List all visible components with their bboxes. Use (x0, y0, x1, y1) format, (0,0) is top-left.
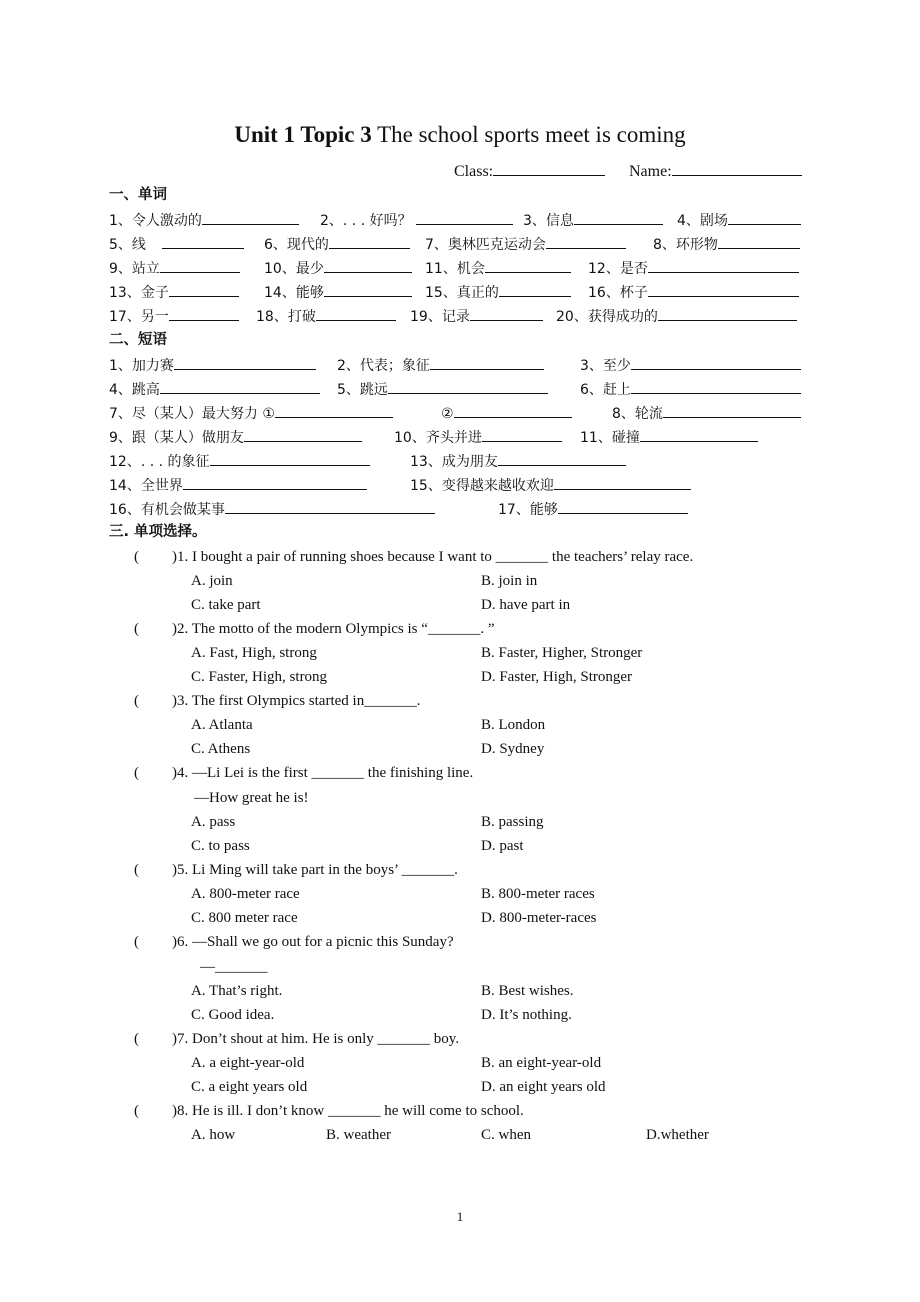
answer-blank[interactable] (648, 258, 799, 273)
word-item (425, 234, 626, 254)
word-item (588, 282, 799, 302)
question-stem: )4. —Li Lei is the first _______ the finishing line. (172, 765, 474, 781)
option-a[interactable]: A. a eight-year-old (191, 1055, 305, 1071)
word-label: 6、现代的 (264, 237, 329, 253)
option-b[interactable]: B. 800-meter races (481, 886, 595, 902)
answer-blank[interactable] (554, 475, 691, 490)
answer-blank[interactable] (244, 427, 362, 442)
answer-blank[interactable] (631, 379, 801, 394)
question-reply: —_______ (200, 959, 268, 975)
answer-blank[interactable] (416, 210, 513, 225)
word-label: 9、站立 (109, 261, 160, 277)
phrase-label: 9、跟（某人）做朋友 (109, 430, 244, 446)
option-b[interactable]: B. Best wishes. (481, 983, 574, 999)
word-label: 14、能够 (264, 285, 324, 301)
option-d[interactable]: D. Faster, High, Stronger (481, 669, 633, 685)
answer-blank[interactable] (162, 234, 244, 249)
word-item (653, 234, 800, 254)
answer-bracket[interactable]: ( (134, 765, 139, 781)
phrase-item (109, 379, 320, 399)
phrase-label: 8、轮流 (612, 406, 663, 422)
option-a[interactable]: A. how (191, 1127, 236, 1143)
answer-blank[interactable] (718, 234, 800, 249)
phrase-label: 3、至少 (580, 358, 631, 374)
question-stem: )3. The first Olympics started in_______. (172, 693, 421, 709)
answer-blank[interactable] (160, 379, 320, 394)
phrase-label: 14、全世界 (109, 478, 183, 494)
phrase-item (580, 379, 801, 399)
word-item (410, 306, 543, 326)
answer-bracket[interactable]: ( (134, 862, 139, 878)
name-label: Name: (629, 163, 672, 180)
phrase-label: 15、变得越来越收欢迎 (410, 478, 554, 494)
answer-blank[interactable] (430, 355, 544, 370)
class-label: Class: (454, 163, 494, 180)
word-label: 20、获得成功的 (556, 309, 658, 325)
section-phrases-heading: 二、短语 (109, 332, 167, 348)
word-item (523, 210, 663, 230)
phrase-label: 4、跳高 (109, 382, 160, 398)
word-item (109, 210, 299, 230)
answer-blank[interactable] (663, 403, 801, 418)
option-c[interactable]: C. Athens (191, 741, 251, 757)
word-item (556, 306, 797, 326)
word-item (264, 258, 412, 278)
option-c[interactable]: C. 800 meter race (191, 910, 298, 926)
answer-blank[interactable] (499, 282, 571, 297)
phrase-item (109, 427, 362, 447)
option-c[interactable]: C. to pass (191, 838, 250, 854)
answer-bracket[interactable]: ( (134, 1031, 139, 1047)
option-b[interactable]: B. join in (481, 573, 538, 589)
phrase-label: 10、齐头并进 (394, 430, 482, 446)
phrase-item (337, 379, 548, 399)
word-item (109, 258, 240, 278)
answer-blank[interactable] (316, 306, 396, 321)
phrase-label: 11、碰撞 (580, 430, 640, 446)
answer-bracket[interactable]: ( (134, 621, 139, 637)
option-c[interactable]: C. Good idea. (191, 1007, 275, 1023)
word-item (256, 306, 396, 326)
phrase-item (410, 475, 691, 495)
option-d[interactable]: D. have part in (481, 597, 571, 613)
class-blank[interactable] (493, 161, 605, 176)
answer-blank[interactable] (324, 282, 412, 297)
word-item (109, 282, 239, 302)
answer-blank[interactable] (160, 258, 240, 273)
option-a[interactable]: A. Atlanta (191, 717, 253, 733)
question-reply: —How great he is! (194, 790, 309, 806)
section-choice-heading: 三. 单项选择。 (109, 524, 207, 540)
answer-blank[interactable] (558, 499, 688, 514)
page-number: 1 (456, 1209, 464, 1224)
phrase-label: 6、赶上 (580, 382, 631, 398)
answer-blank[interactable] (546, 234, 626, 249)
option-a[interactable]: A. join (191, 573, 233, 589)
option-c[interactable]: C. take part (191, 597, 261, 613)
option-b[interactable]: B. an eight-year-old (481, 1055, 602, 1071)
answer-blank[interactable] (210, 451, 370, 466)
word-item (109, 306, 239, 326)
answer-blank[interactable] (648, 282, 799, 297)
answer-blank[interactable] (225, 499, 435, 514)
option-d[interactable]: D. It’s nothing. (481, 1007, 572, 1023)
option-d[interactable]: D. 800-meter-races (481, 910, 597, 926)
answer-blank[interactable] (275, 403, 393, 418)
word-label: 11、机会 (425, 261, 485, 277)
word-item (264, 234, 410, 254)
option-c[interactable]: C. when (481, 1127, 531, 1143)
phrase-item (441, 403, 572, 423)
word-label: 12、是否 (588, 261, 648, 277)
name-blank[interactable] (672, 161, 802, 176)
phrase-item (109, 403, 393, 423)
word-item (425, 258, 571, 278)
answer-blank[interactable] (202, 210, 299, 225)
option-d[interactable]: D. past (481, 838, 524, 854)
title-rest: The school sports meet is coming (371, 122, 686, 147)
answer-blank[interactable] (388, 379, 548, 394)
question-stem: )8. He is ill. I don’t know _______ he will come to school. (172, 1103, 524, 1119)
answer-blank[interactable] (658, 306, 797, 321)
answer-blank[interactable] (329, 234, 410, 249)
class-field (454, 161, 605, 181)
option-d[interactable]: D. an eight years old (481, 1079, 606, 1095)
word-label: 2、. . . 好吗？ (320, 213, 412, 229)
word-label: 19、记录 (410, 309, 470, 325)
word-item (677, 210, 801, 230)
word-item (588, 258, 799, 278)
word-item (109, 234, 244, 254)
word-label: 1、令人激动的 (109, 213, 202, 229)
word-label: 7、奥林匹克运动会 (425, 237, 546, 253)
answer-bracket[interactable]: ( (134, 934, 139, 950)
word-item (425, 282, 571, 302)
option-a[interactable]: A. 800-meter race (191, 886, 300, 902)
answer-blank[interactable] (324, 258, 412, 273)
answer-blank[interactable] (470, 306, 543, 321)
phrase-label: 5、跳远 (337, 382, 388, 398)
option-b[interactable]: B. passing (481, 814, 544, 830)
answer-blank[interactable] (454, 403, 572, 418)
answer-blank[interactable] (169, 306, 239, 321)
answer-blank[interactable] (640, 427, 758, 442)
question-stem: )2. The motto of the modern Olympics is “_______. ” (172, 621, 495, 637)
answer-bracket[interactable]: ( (134, 549, 139, 565)
answer-bracket[interactable]: ( (134, 1103, 139, 1119)
word-label: 17、另一 (109, 309, 169, 325)
title-unit: Unit 1 Topic 3 (234, 122, 372, 147)
phrase-item (410, 451, 626, 471)
answer-bracket[interactable]: ( (134, 693, 139, 709)
question-stem: )5. Li Ming will take part in the boys’ _______. (172, 862, 458, 878)
answer-blank[interactable] (169, 282, 239, 297)
answer-blank[interactable] (728, 210, 801, 225)
option-c[interactable]: C. a eight years old (191, 1079, 308, 1095)
word-label: 8、环形物 (653, 237, 718, 253)
page-title (0, 121, 920, 149)
phrase-label: ② (441, 406, 454, 422)
option-d[interactable]: D. Sydney (481, 741, 545, 757)
word-item (264, 282, 412, 302)
answer-blank[interactable] (183, 475, 367, 490)
phrase-item (394, 427, 562, 447)
answer-blank[interactable] (574, 210, 663, 225)
phrase-item (109, 475, 367, 495)
word-label: 4、剧场 (677, 213, 728, 229)
phrase-label: 12、. . . 的象征 (109, 454, 210, 470)
answer-blank[interactable] (485, 258, 571, 273)
option-a[interactable]: A. That’s right. (191, 983, 283, 999)
phrase-item (498, 499, 688, 519)
phrase-label: 17、能够 (498, 502, 558, 518)
option-b[interactable]: B. weather (326, 1127, 391, 1143)
word-label: 16、杯子 (588, 285, 648, 301)
option-a[interactable]: A. Fast, High, strong (191, 645, 317, 661)
word-label: 18、打破 (256, 309, 316, 325)
phrase-item (580, 355, 801, 375)
phrase-item (580, 427, 758, 447)
word-item (320, 210, 513, 230)
option-d[interactable]: D.whether (646, 1127, 709, 1143)
word-label: 15、真正的 (425, 285, 499, 301)
name-field (629, 161, 802, 181)
phrase-item (612, 403, 801, 423)
phrase-label: 13、成为朋友 (410, 454, 498, 470)
phrase-label: 1、加力赛 (109, 358, 174, 374)
answer-blank[interactable] (631, 355, 801, 370)
question-stem: )7. Don’t shout at him. He is only _______ boy. (172, 1031, 460, 1047)
word-label: 3、信息 (523, 213, 574, 229)
option-c[interactable]: C. Faster, High, strong (191, 669, 328, 685)
phrase-item (109, 355, 316, 375)
phrase-item (337, 355, 544, 375)
option-b[interactable]: B. Faster, Higher, Stronger (481, 645, 643, 661)
answer-blank[interactable] (174, 355, 316, 370)
phrase-item (109, 499, 435, 519)
option-a[interactable]: A. pass (191, 814, 236, 830)
phrase-label: 7、尽（某人）最大努力 ① (109, 406, 275, 422)
option-b[interactable]: B. London (481, 717, 546, 733)
word-label: 5、线 (109, 237, 146, 253)
word-label: 10、最少 (264, 261, 324, 277)
answer-blank[interactable] (482, 427, 562, 442)
phrase-label: 2、代表；象征 (337, 358, 430, 374)
question-stem: )6. —Shall we go out for a picnic this Sunday? (172, 934, 454, 950)
section-words-heading: 一、单词 (109, 187, 167, 203)
phrase-label: 16、有机会做某事 (109, 502, 225, 518)
question-stem: )1. I bought a pair of running shoes because I want to _______ the teachers’ relay race. (172, 549, 694, 565)
answer-blank[interactable] (498, 451, 626, 466)
word-label: 13、金子 (109, 285, 169, 301)
phrase-item (109, 451, 370, 471)
